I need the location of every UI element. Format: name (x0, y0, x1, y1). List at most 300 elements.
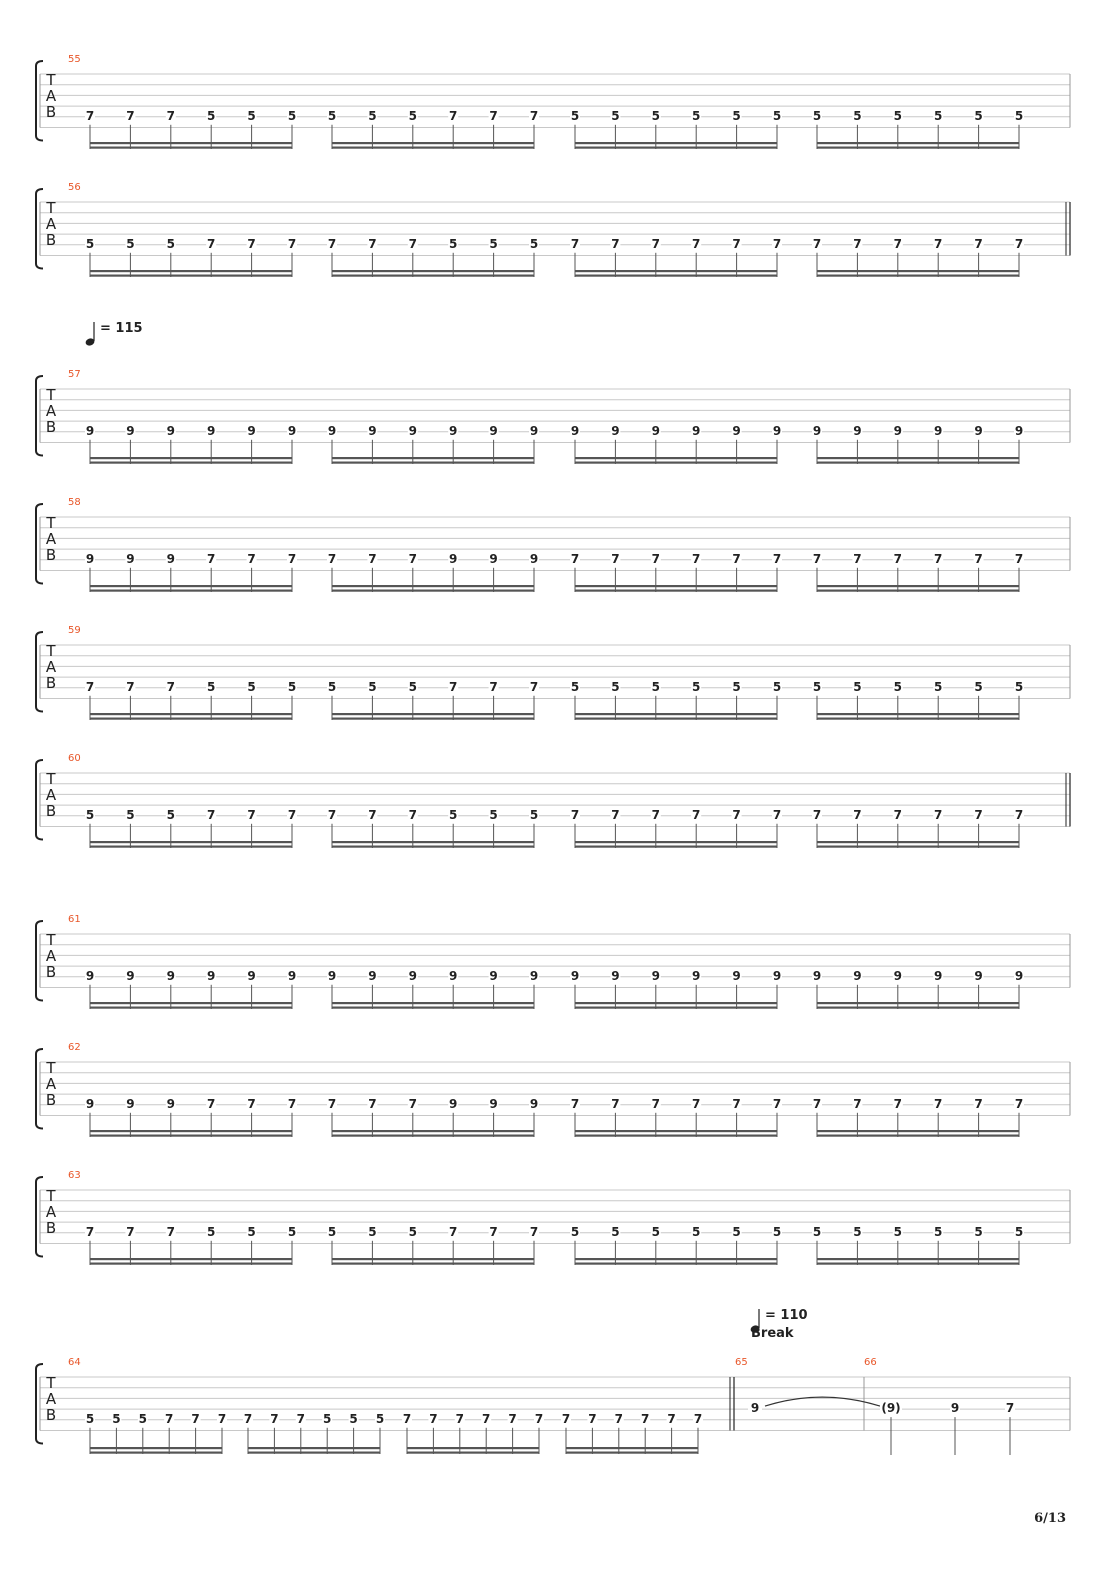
fret-number: 9 (126, 551, 135, 566)
fret-number: 9 (408, 423, 417, 438)
beam-secondary (90, 147, 292, 149)
fret-number: 7 (853, 1096, 862, 1111)
fret-number: 9 (611, 968, 620, 983)
fret-number: 7 (449, 108, 458, 123)
fret-number: 9 (327, 968, 337, 983)
beam-primary (575, 1258, 777, 1260)
tab-clef-letter: A (45, 1390, 57, 1408)
beam-primary (817, 1258, 1019, 1260)
page-number: 6/13 (1034, 1511, 1066, 1526)
tab-clef-letter: B (45, 418, 57, 436)
fret-number: 7 (126, 679, 135, 694)
fret-number: 7 (482, 1411, 491, 1426)
fret-number: 7 (853, 551, 862, 566)
fret-number: 5 (408, 1224, 417, 1239)
beam-secondary (817, 462, 1019, 464)
fret-number: 7 (449, 1224, 458, 1239)
fret-number: 7 (534, 1411, 544, 1426)
fret-number: 9 (812, 423, 822, 438)
fret-number: 9 (529, 968, 539, 983)
fret-number: 7 (207, 1096, 216, 1111)
fret-number: 7 (327, 236, 337, 251)
bar-number: 66 (864, 1357, 877, 1368)
fret-number: 9 (489, 1096, 498, 1111)
fret-number: 7 (812, 807, 822, 822)
tab-clef-letter: B (45, 1406, 57, 1424)
beam-primary (332, 1130, 534, 1132)
fret-number: 7 (692, 1096, 701, 1111)
fret-number: 9 (974, 423, 983, 438)
tab-clef-letter: T (46, 1187, 56, 1205)
fret-number: 5 (853, 108, 862, 123)
fret-number: 7 (529, 679, 539, 694)
beam-primary (332, 713, 534, 715)
fret-number: 5 (732, 108, 741, 123)
beam-secondary (817, 718, 1019, 720)
fret-number: 5 (126, 807, 135, 822)
tab-clef-letter: A (45, 402, 57, 420)
fret-number: 9 (449, 423, 458, 438)
beam-secondary (575, 1007, 777, 1009)
fret-number: 7 (812, 236, 822, 251)
beam-primary (332, 585, 534, 587)
fret-number: 9 (166, 968, 175, 983)
tab-clef-letter: B (45, 103, 57, 121)
fret-number: 7 (732, 1096, 741, 1111)
beam-secondary (332, 718, 534, 720)
fret-number: 9 (166, 551, 175, 566)
fret-number: 9 (529, 551, 539, 566)
fret-number: 9 (853, 968, 862, 983)
tab-clef-letter: A (45, 1075, 57, 1093)
fret-number: 5 (529, 236, 539, 251)
fret-number: 5 (323, 1411, 332, 1426)
fret-number: 7 (1014, 1096, 1024, 1111)
fret-number: 5 (449, 807, 458, 822)
fret-number: 5 (570, 108, 580, 123)
fret-number: 5 (772, 1224, 782, 1239)
fret-number: 9 (529, 1096, 539, 1111)
beam-secondary (332, 462, 534, 464)
fret-number: 7 (570, 807, 580, 822)
tab-clef-letter: T (46, 71, 56, 89)
beam-primary (332, 457, 534, 459)
fret-number: 7 (402, 1411, 412, 1426)
bar-number: 65 (735, 1357, 748, 1368)
fret-number: 9 (166, 423, 175, 438)
fret-number: 5 (651, 108, 660, 123)
beam-primary (817, 1130, 1019, 1132)
fret-number: 7 (570, 551, 580, 566)
beam-primary (575, 1002, 777, 1004)
fret-number: 7 (408, 551, 417, 566)
fret-number: 9 (287, 968, 297, 983)
fret-number: 7 (641, 1411, 650, 1426)
fret-number: 7 (853, 236, 862, 251)
tab-system (36, 1170, 1070, 1265)
fret-number: 7 (893, 551, 902, 566)
fret-number: 7 (974, 807, 983, 822)
tab-system (36, 753, 1070, 848)
fret-number: 9 (449, 1096, 458, 1111)
fret-number: 9 (247, 423, 256, 438)
fret-number: 5 (772, 108, 782, 123)
fret-number: 7 (489, 679, 498, 694)
fret-number: 5 (368, 1224, 377, 1239)
fret-number: 7 (934, 551, 943, 566)
beam-primary (90, 1258, 292, 1260)
fret-number: 7 (667, 1411, 676, 1426)
fret-number: 5 (368, 108, 377, 123)
fret-number: 7 (207, 807, 216, 822)
tab-system (36, 369, 1070, 464)
fret-number: 5 (893, 1224, 902, 1239)
fret-number: 7 (772, 1096, 782, 1111)
tab-clef-letter: B (45, 231, 57, 249)
tab-system-final (36, 1357, 1070, 1455)
beam-secondary (90, 1263, 292, 1265)
beam-secondary (332, 846, 534, 848)
fret-number: 9 (772, 968, 782, 983)
fret-number: 9 (651, 423, 660, 438)
fret-number: 7 (166, 1224, 175, 1239)
systems-layer (36, 54, 1070, 1455)
beam-secondary (575, 275, 777, 277)
fret-number: 9 (207, 423, 216, 438)
fret-number: 7 (126, 108, 135, 123)
fret-number: 5 (529, 807, 539, 822)
beam-primary (332, 1258, 534, 1260)
fret-number: 9 (692, 968, 701, 983)
tab-clef-letter: A (45, 947, 57, 965)
fret-number: 5 (1014, 108, 1024, 123)
tempo-value: = 115 (100, 321, 143, 336)
beam-primary (817, 585, 1019, 587)
fret-number: 7 (165, 1411, 174, 1426)
tab-clef-letter: T (46, 1374, 56, 1392)
tab-clef-letter: B (45, 802, 57, 820)
fret-number: 5 (166, 236, 175, 251)
fret-number: 7 (893, 1096, 902, 1111)
tab-clef-letter: T (46, 386, 56, 404)
beam-secondary (817, 1263, 1019, 1265)
fret-number: 7 (247, 236, 256, 251)
tab-clef-letter: B (45, 1219, 57, 1237)
tab-clef-letter: B (45, 674, 57, 692)
bar-number: 62 (68, 1042, 81, 1053)
fret-number: 7 (287, 1096, 297, 1111)
fret-number: 5 (934, 1224, 943, 1239)
beam-primary (90, 1447, 222, 1449)
fret-number: 9 (85, 1096, 95, 1111)
beam-secondary (332, 590, 534, 592)
tab-clef-letter: T (46, 642, 56, 660)
fret-number: 5 (207, 679, 216, 694)
tempo-layer (85, 321, 808, 1341)
fret-number: 7 (974, 236, 983, 251)
fret-number: 9 (449, 551, 458, 566)
tab-clef-letter: B (45, 963, 57, 981)
fret-number: 7 (570, 1096, 580, 1111)
beam-secondary (575, 1135, 777, 1137)
beam-primary (575, 270, 777, 272)
fret-number: 9 (732, 423, 741, 438)
fret-number: 9 (166, 1096, 175, 1111)
fret-number: 9 (126, 423, 135, 438)
fret-number: 7 (974, 551, 983, 566)
fret-number: 5 (934, 108, 943, 123)
fret-number: 7 (327, 807, 337, 822)
tempo-marking (750, 1308, 808, 1341)
fret-number: 7 (191, 1411, 200, 1426)
fret-number: 7 (243, 1411, 253, 1426)
fret-number: 5 (489, 236, 498, 251)
tab-clef-letter: A (45, 1203, 57, 1221)
bar-number: 61 (68, 914, 81, 925)
tab-clef-letter: B (45, 1091, 57, 1109)
fret-number: 7 (126, 1224, 135, 1239)
beam-primary (90, 142, 292, 144)
fret-number: 7 (812, 1096, 822, 1111)
fret-number: 7 (893, 236, 902, 251)
fret-number: 7 (934, 1096, 943, 1111)
fret-number: 7 (1014, 236, 1024, 251)
beam-primary (817, 1002, 1019, 1004)
beam-secondary (817, 275, 1019, 277)
fret-number: 5 (349, 1411, 358, 1426)
beam-secondary (575, 462, 777, 464)
fret-number: 5 (732, 679, 741, 694)
fret-number: 5 (368, 679, 377, 694)
fret-number: 9 (570, 423, 580, 438)
fret-number: 7 (408, 236, 417, 251)
fret-number: 7 (327, 1096, 337, 1111)
fret-number: 7 (408, 807, 417, 822)
bar-number: 58 (68, 497, 81, 508)
fret-number: 7 (772, 236, 782, 251)
fret-number: 7 (247, 1096, 256, 1111)
beam-primary (817, 841, 1019, 843)
fret-number: 7 (934, 807, 943, 822)
beam-secondary (575, 147, 777, 149)
fret-number: 5 (651, 1224, 660, 1239)
fret-number: 5 (166, 807, 175, 822)
beam-secondary (566, 1452, 698, 1454)
fret-number: 5 (692, 108, 701, 123)
fret-number: 5 (812, 1224, 822, 1239)
beam-secondary (90, 462, 292, 464)
bar-number: 59 (68, 625, 81, 636)
tempo-value: = 110 (765, 1308, 808, 1323)
fret-number: 7 (692, 807, 701, 822)
fret-number: 7 (614, 1411, 623, 1426)
tab-clef-letter: T (46, 199, 56, 217)
fret-number: 9 (85, 551, 95, 566)
beam-secondary (90, 1452, 222, 1454)
fret-number: 7 (611, 236, 620, 251)
fret-number: 7 (287, 551, 297, 566)
beam-secondary (817, 1007, 1019, 1009)
beam-primary (575, 457, 777, 459)
fret-number: 5 (489, 807, 498, 822)
fret-number: 7 (85, 1224, 95, 1239)
beam-secondary (407, 1452, 539, 1454)
fret-number: 5 (974, 679, 983, 694)
fret-number: 7 (529, 1224, 539, 1239)
beam-secondary (90, 1007, 292, 1009)
fret-number: 7 (449, 679, 458, 694)
fret-number: 9 (570, 968, 580, 983)
fret-number: 5 (611, 1224, 620, 1239)
fret-number: 5 (112, 1411, 121, 1426)
beam-secondary (90, 718, 292, 720)
fret-number: 7 (651, 551, 660, 566)
bar-number: 56 (68, 182, 81, 193)
fret-number: 5 (692, 679, 701, 694)
beam-primary (817, 457, 1019, 459)
tab-clef-letter: A (45, 786, 57, 804)
fret-number: 7 (207, 551, 216, 566)
fret-number: 7 (692, 236, 701, 251)
bar-number: 60 (68, 753, 81, 764)
fret-number: 7 (692, 551, 701, 566)
fret-number: 5 (611, 679, 620, 694)
beam-secondary (332, 147, 534, 149)
fret-number: 5 (247, 1224, 256, 1239)
beam-primary (407, 1447, 539, 1449)
fret-number: 7 (772, 807, 782, 822)
beam-secondary (332, 1007, 534, 1009)
beam-secondary (575, 718, 777, 720)
fret-number: 9 (893, 968, 902, 983)
tab-clef-letter: T (46, 514, 56, 532)
fret-number: 9 (750, 1401, 760, 1416)
beam-secondary (817, 590, 1019, 592)
fret-number: 5 (812, 108, 822, 123)
tab-clef-letter: A (45, 530, 57, 548)
fret-number: 5 (138, 1411, 147, 1426)
fret-number: 9 (934, 423, 943, 438)
fret-number: 9 (126, 968, 135, 983)
beam-secondary (575, 590, 777, 592)
fret-number: (9) (881, 1401, 901, 1416)
fret-number: 7 (588, 1411, 597, 1426)
fret-number: 5 (692, 1224, 701, 1239)
fret-number: 7 (368, 236, 377, 251)
fret-number: 9 (1014, 423, 1024, 438)
fret-number: 5 (408, 108, 417, 123)
fret-number: 9 (893, 423, 902, 438)
beam-primary (575, 1130, 777, 1132)
fret-number: 9 (651, 968, 660, 983)
fret-number: 7 (693, 1411, 703, 1426)
beam-primary (817, 142, 1019, 144)
fret-number: 7 (85, 108, 95, 123)
fret-number: 9 (449, 968, 458, 983)
beam-secondary (575, 1263, 777, 1265)
fret-number: 5 (247, 108, 256, 123)
fret-number: 9 (529, 423, 539, 438)
fret-number: 9 (287, 423, 297, 438)
fret-number: 5 (1014, 1224, 1024, 1239)
fret-number: 7 (1014, 551, 1024, 566)
fret-number: 9 (950, 1401, 960, 1416)
fret-number: 7 (296, 1411, 305, 1426)
tab-clef-letter: A (45, 215, 57, 233)
fret-number: 9 (489, 551, 498, 566)
beam-primary (332, 142, 534, 144)
beam-primary (575, 841, 777, 843)
fret-number: 5 (287, 108, 297, 123)
fret-number: 5 (974, 1224, 983, 1239)
beam-secondary (817, 846, 1019, 848)
fret-number: 7 (247, 551, 256, 566)
beam-primary (90, 841, 292, 843)
fret-number: 5 (570, 1224, 580, 1239)
beam-secondary (332, 1263, 534, 1265)
fret-number: 7 (1014, 807, 1024, 822)
fret-number: 9 (327, 423, 337, 438)
fret-number: 5 (893, 679, 902, 694)
fret-number: 5 (408, 679, 417, 694)
tab-clef-letter: A (45, 658, 57, 676)
fret-number: 7 (166, 108, 175, 123)
beam-primary (90, 1130, 292, 1132)
fret-number: 9 (207, 968, 216, 983)
beam-primary (817, 713, 1019, 715)
fret-number: 7 (732, 807, 741, 822)
fret-number: 7 (611, 807, 620, 822)
fret-number: 5 (974, 108, 983, 123)
fret-number: 7 (287, 807, 297, 822)
fret-number: 7 (166, 679, 175, 694)
fret-number: 5 (893, 108, 902, 123)
tab-clef-letter: T (46, 1059, 56, 1077)
fret-number: 7 (611, 551, 620, 566)
tab-clef-letter: T (46, 770, 56, 788)
fret-number: 7 (489, 1224, 498, 1239)
fret-number: 5 (327, 679, 337, 694)
fret-number: 5 (934, 679, 943, 694)
beam-primary (575, 713, 777, 715)
tab-system (36, 54, 1070, 149)
fret-number: 5 (651, 679, 660, 694)
fret-number: 9 (772, 423, 782, 438)
fret-number: 5 (327, 108, 337, 123)
fret-number: 7 (561, 1411, 571, 1426)
fret-number: 5 (207, 1224, 216, 1239)
tab-system (36, 1042, 1070, 1137)
fret-number: 9 (368, 968, 377, 983)
fret-number: 5 (207, 108, 216, 123)
bar-number: 64 (68, 1357, 81, 1368)
tab-system (36, 914, 1070, 1009)
fret-number: 9 (1014, 968, 1024, 983)
fret-number: 7 (974, 1096, 983, 1111)
beam-secondary (90, 1135, 292, 1137)
tab-clef-letter: T (46, 931, 56, 949)
beam-secondary (332, 1135, 534, 1137)
fret-number: 7 (455, 1411, 464, 1426)
tab-clef-letter: A (45, 87, 57, 105)
fret-number: 7 (772, 551, 782, 566)
beam-secondary (90, 846, 292, 848)
fret-number: 7 (247, 807, 256, 822)
tab-system (36, 497, 1070, 592)
fret-number: 7 (327, 551, 337, 566)
fret-number: 9 (732, 968, 741, 983)
fret-number: 5 (85, 236, 95, 251)
